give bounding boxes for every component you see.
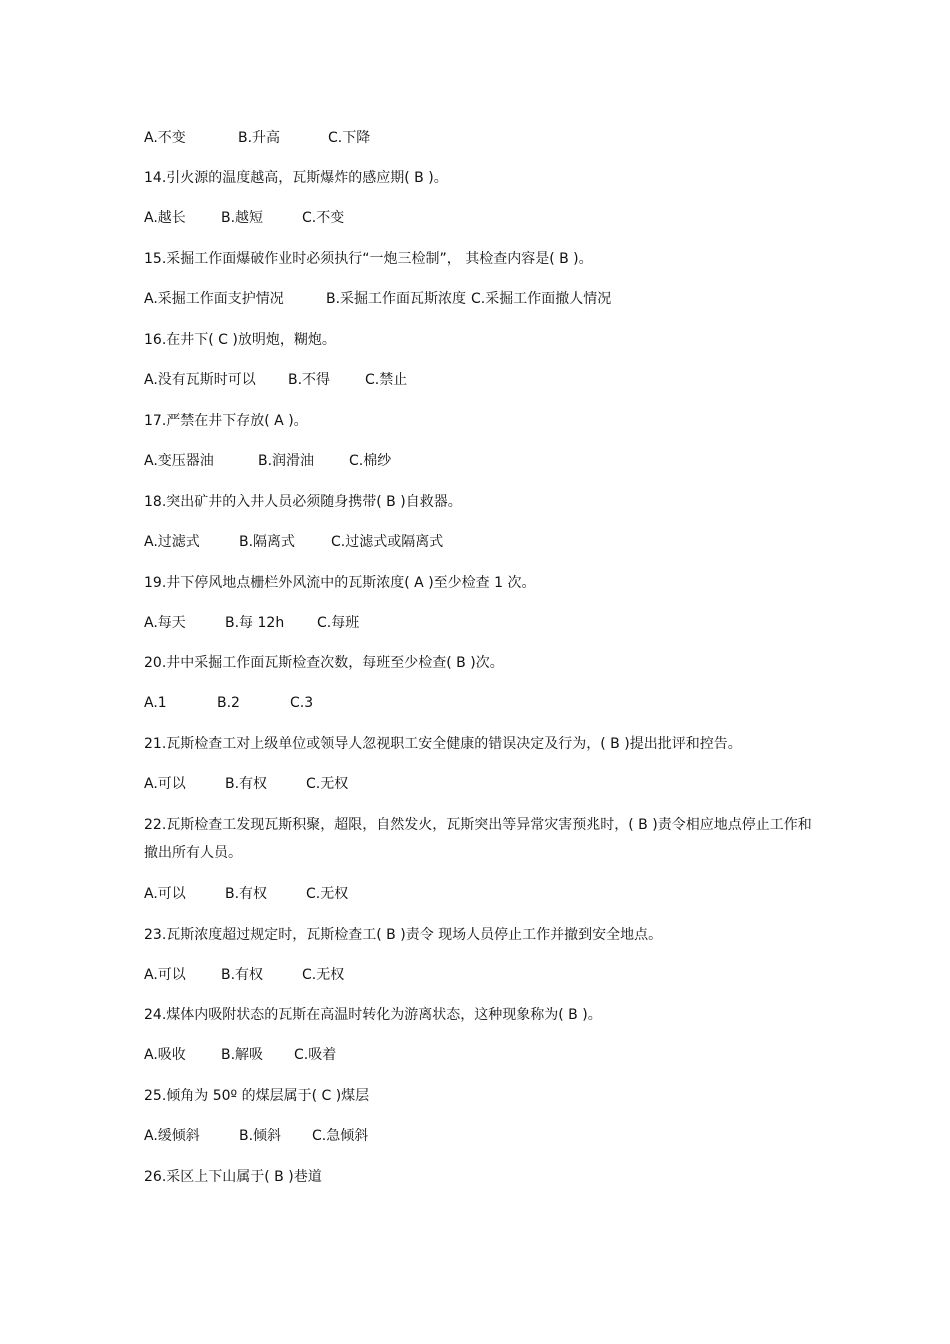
option-a: A.越长 <box>144 210 186 226</box>
option-c: C.棉纱 <box>349 453 392 469</box>
answer-options <box>144 285 814 313</box>
question-text: 16.在井下( C )放明炮，糊炮。 <box>144 332 336 348</box>
answer-options <box>144 880 814 908</box>
question-text: 24.煤体内吸附状态的瓦斯在高温时转化为游离状态，这种现象称为( B )。 <box>144 1007 602 1023</box>
option-b: B.升高 <box>238 130 281 146</box>
question-text: 23.瓦斯浓度超过规定时，瓦斯检查工( B )责令 现场人员停止工作并撤到安全地点。 <box>144 927 663 943</box>
option-c: C.无权 <box>306 776 349 792</box>
question-text: 14.引火源的温度越高，瓦斯爆炸的感应期( B )。 <box>144 170 448 186</box>
option-a: A.不变 <box>144 130 186 146</box>
option-b: B.有权 <box>225 776 268 792</box>
option-c: C.每班 <box>317 615 360 631</box>
answer-options <box>144 961 814 989</box>
question-text: 20.井中采掘工作面瓦斯检查次数，每班至少检查( B )次。 <box>144 655 504 671</box>
option-c: C.下降 <box>328 130 371 146</box>
option-b: B.润滑油 <box>258 453 315 469</box>
option-c: C.3 <box>290 695 314 711</box>
answer-options <box>144 689 814 717</box>
option-a: A.可以 <box>144 886 186 902</box>
option-b: B.每 12h <box>225 615 285 631</box>
option-c: C.禁止 <box>365 372 408 388</box>
option-a: A.可以 <box>144 776 186 792</box>
question-text: 15.采掘工作面爆破作业时必须执行“一炮三检制”， 其检查内容是( B )。 <box>144 251 593 267</box>
answer-options <box>144 366 814 394</box>
answer-options <box>144 770 814 798</box>
option-b: B.采掘工作面瓦斯浓度 <box>326 291 467 307</box>
option-b: B.有权 <box>225 886 268 902</box>
option-a: A.过滤式 <box>144 534 200 550</box>
option-a: A.缓倾斜 <box>144 1128 200 1144</box>
option-b: B.解吸 <box>221 1047 264 1063</box>
answer-options <box>144 204 814 232</box>
question-text: 19.井下停风地点栅栏外风流中的瓦斯浓度( A )至少检查 1 次。 <box>144 575 536 591</box>
question-text: 25.倾角为 50º 的煤层属于( C )煤层 <box>144 1088 370 1104</box>
answer-options <box>144 1041 814 1069</box>
option-c: C.采掘工作面撤人情况 <box>471 291 612 307</box>
answer-options <box>144 124 814 152</box>
option-a: A.每天 <box>144 615 186 631</box>
option-b: B.不得 <box>288 372 331 388</box>
option-c: C.无权 <box>306 886 349 902</box>
option-c: C.无权 <box>302 967 345 983</box>
question-text: 26.采区上下山属于( B )巷道 <box>144 1169 322 1185</box>
option-b: B.越短 <box>221 210 264 226</box>
question-text: 21.瓦斯检查工对上级单位或领导人忽视职工安全健康的错误决定及行为，( B )提出批评和控告。 <box>144 736 742 752</box>
question-text: 17.严禁在井下存放( A )。 <box>144 413 308 429</box>
question-text: 18.突出矿井的入井人员必须随身携带( B )自救器。 <box>144 494 462 510</box>
option-a: A.没有瓦斯时可以 <box>144 372 256 388</box>
option-a: A.1 <box>144 695 167 711</box>
option-a: A.可以 <box>144 967 186 983</box>
option-b: B.隔离式 <box>239 534 296 550</box>
option-b: B.2 <box>217 695 240 711</box>
option-b: B.有权 <box>221 967 264 983</box>
question-text: 22.瓦斯检查工发现瓦斯积聚，超限，自然发火，瓦斯突出等异常灾害预兆时，( B )责令相应地点停止工作和撤出所有人员。 <box>144 817 812 861</box>
option-b: B.倾斜 <box>239 1128 282 1144</box>
option-c: C.吸着 <box>294 1047 337 1063</box>
option-c: C.不变 <box>302 210 345 226</box>
answer-options <box>144 609 814 637</box>
answer-options <box>144 447 814 475</box>
option-c: C.急倾斜 <box>312 1128 369 1144</box>
option-c: C.过滤式或隔离式 <box>331 534 444 550</box>
answer-options <box>144 1122 814 1150</box>
option-a: A.采掘工作面支护情况 <box>144 291 284 307</box>
answer-options <box>144 528 814 556</box>
option-a: A.变压器油 <box>144 453 214 469</box>
option-a: A.吸收 <box>144 1047 186 1063</box>
